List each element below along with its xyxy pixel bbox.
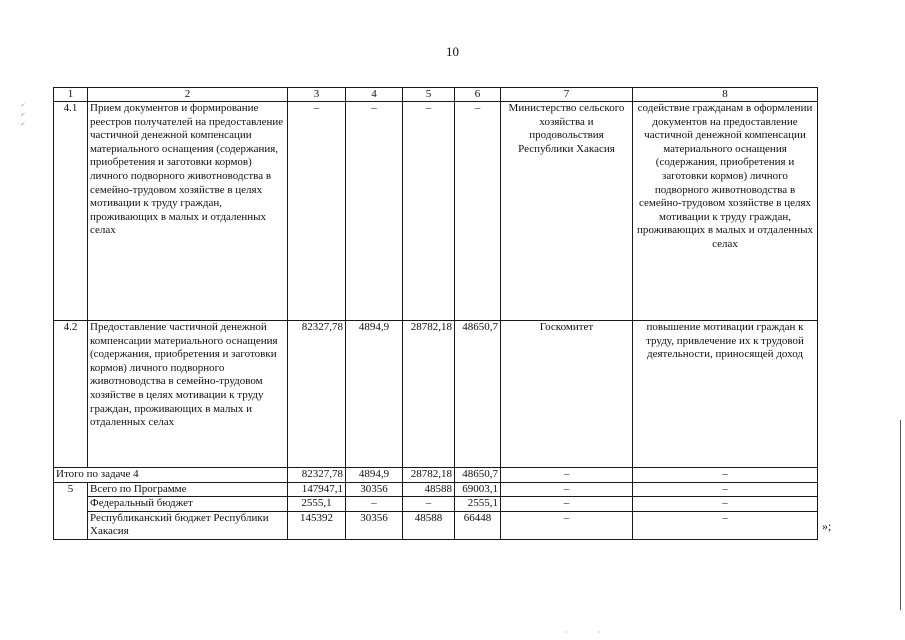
funding-year-1: –: [346, 102, 403, 321]
funding-year-2: 48588: [403, 482, 455, 497]
page-number: 10: [446, 44, 459, 59]
header-row: [54, 88, 818, 102]
executor: Министерство сельского хозяйства и продовольствия Республики Хакасия: [501, 102, 633, 321]
budget-line-name: Республиканский бюджет Республики Хакасия: [88, 511, 288, 539]
executor: –: [501, 511, 633, 539]
header-cell-2: 2: [88, 88, 288, 102]
scan-edge-line: [900, 420, 901, 610]
row-number: 4.2: [54, 321, 88, 468]
executor: –: [501, 468, 633, 483]
budget-line-name: Федеральный бюджет: [88, 497, 288, 512]
executor: –: [501, 482, 633, 497]
funding-year-3: 69003,1: [455, 482, 501, 497]
funding-total: 147947,1: [288, 482, 346, 497]
total-label: Итого по задаче 4: [54, 468, 288, 483]
closing-quote-mark: »;: [822, 519, 832, 533]
funding-year-1: –: [346, 497, 403, 512]
table-row: [54, 321, 818, 468]
header-cell-4: 4: [346, 88, 403, 102]
header-cell-6: 6: [455, 88, 501, 102]
funding-year-2: 48588: [403, 511, 455, 539]
funding-year-1: 4894,9: [346, 321, 403, 468]
funding-total: 82327,78: [288, 468, 346, 483]
funding-year-3: 48650,7: [455, 321, 501, 468]
table-row: [54, 102, 818, 321]
expected-result: содействие гражданам в оформлении документов на предоставление частичной денежной компенсации материального оснащения (содержания, приобретения и заготовки кормов) личного подворного животноводства в семейно-трудовом хозяйстве в целях мотивации к труду граждан, проживающих в малых и отдаленных селах: [633, 102, 818, 321]
executor: –: [501, 497, 633, 512]
funding-year-2: 28782,18: [403, 468, 455, 483]
header-cell-1: 1: [54, 88, 88, 102]
funding-year-1: 30356: [346, 482, 403, 497]
funding-year-2: 28782,18: [403, 321, 455, 468]
program-measures-table: [53, 87, 818, 540]
funding-year-3: 66448: [455, 511, 501, 539]
funding-total: 82327,78: [288, 321, 346, 468]
funding-year-2: –: [403, 102, 455, 321]
row-number: 5: [54, 482, 88, 539]
executor: Госкомитет: [501, 321, 633, 468]
header-cell-3: 3: [288, 88, 346, 102]
republican-budget-row: [54, 511, 818, 539]
federal-budget-row: [54, 497, 818, 512]
header-cell-5: 5: [403, 88, 455, 102]
expected-result: повышение мотивации граждан к труду, привлечение их к трудовой деятельности, приносящей доход: [633, 321, 818, 468]
expected-result: –: [633, 468, 818, 483]
total-task4-row: [54, 468, 818, 483]
funding-year-3: 48650,7: [455, 468, 501, 483]
header-cell-7: 7: [501, 88, 633, 102]
funding-total: 145392: [288, 511, 346, 539]
program-total-row: [54, 482, 818, 497]
funding-total: 2555,1: [288, 497, 346, 512]
funding-year-2: –: [403, 497, 455, 512]
budget-line-name: Всего по Программе: [88, 482, 288, 497]
funding-total: –: [288, 102, 346, 321]
margin-mark: ৲ ৲ ৲: [16, 101, 25, 126]
scan-artifact-dots: · ·: [565, 628, 615, 637]
funding-year-1: 4894,9: [346, 468, 403, 483]
expected-result: –: [633, 497, 818, 512]
expected-result: –: [633, 511, 818, 539]
header-cell-8: 8: [633, 88, 818, 102]
funding-year-1: 30356: [346, 511, 403, 539]
funding-year-3: –: [455, 102, 501, 321]
funding-year-3: 2555,1: [455, 497, 501, 512]
expected-result: –: [633, 482, 818, 497]
measure-name: Прием документов и формирование реестров получателей на предоставление частичной денежной компенсации материального оснащения (содержания, приобретения и заготовки кормов) личного подворного животноводства в семейно-трудовом хозяйстве в целях мотивации к труду граждан, проживающих в малых и отдаленных селах: [88, 102, 288, 321]
measure-name: Предоставление частичной денежной компенсации материального оснащения (содержания, приобретения и заготовки кормов) личного подворного животноводства в семейно-трудовом хозяйстве в целях мотивации к труду граждан, проживающих в малых и отдаленных селах: [88, 321, 288, 468]
row-number: 4.1: [54, 102, 88, 321]
